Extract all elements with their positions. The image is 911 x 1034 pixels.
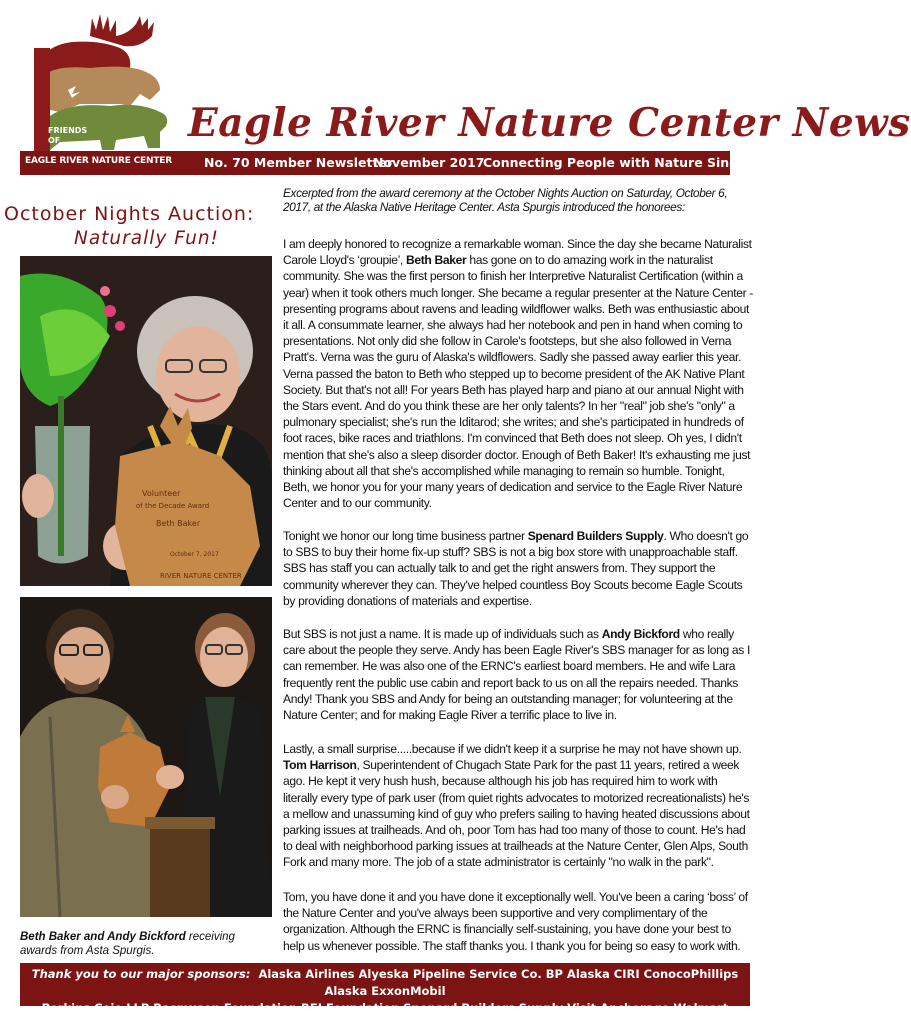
svg-text:RIVER NATURE CENTER: RIVER NATURE CENTER	[160, 572, 242, 580]
sponsors-line-2: Perkins Coie LLP Rasmuson Foundation REI Foundation Spenard Builders Supply Visit Anchorage Walmart Foundation	[41, 1001, 729, 1032]
article-paragraph-4: Lastly, a small surprise.....because if we didn't keep it a surprise he may not have shown up. Tom Harrison, Superintendent of Chugach State Park for the past 11 years, retired a week ago. He kept it very hush hush, because although his job has required him to work with literally every type of park user (from quiet rights advocates to motorized recreationalists) he's a mellow and unassuming kind of guy who prefers sailing to having heated discussions about parking issues at trailheads. And oh, poor Tom has had too many of those to count. He's had to deal with neighborhood parking issues at trailheads at the Nature Center, Glen Alps, South Fork and many more. The job of a state administrator is certainly "no walk in the park".	[283, 742, 750, 870]
photo-andy-bickford	[20, 597, 272, 917]
svg-text:October 7, 2017: October 7, 2017	[170, 551, 219, 558]
newsletter-title: Eagle River Nature Center News	[188, 100, 911, 146]
ernc-logo	[20, 8, 180, 174]
article-paragraph-3: But SBS is not just a name. It is made up of individuals such as Andy Bickford who really care about the people they serve. Andy has been Eagle River's SBS manager for as long as I can remember. He was also one of the ERNC's earliest board members. He and wife Lara frequently rent the public use cabin and report back to us on all the repairs needed. Thanks Andy! Thank you SBS and Andy for being an outstanding manager; for volunteering at the Nature Center; and for making Eagle River a terrific place to live in.	[283, 627, 750, 723]
sponsors-line-1: Thank you to our major sponsors: Alaska Airlines Alyeska Pipeline Service Co. BP Alaska CIRI ConocoPhillips Alaska ExxonMobil	[31, 967, 739, 998]
svg-text:Beth Baker: Beth Baker	[156, 519, 201, 528]
photo-beth-baker	[20, 256, 272, 586]
article-intro: Excerpted from the award ceremony at the October Nights Auction on Saturday, October 6, 2017, at the Alaska Native Heritage Center. Asta Spurgis introduced the honorees:	[283, 186, 728, 214]
headline-line2: Naturally Fun!	[74, 228, 219, 249]
svg-text:of the Decade Award: of the Decade Award	[136, 502, 210, 510]
photo-caption: Beth Baker and Andy Bickford receiving awards from Asta Spurgis.	[20, 931, 235, 957]
issue-date: November 2017	[373, 155, 485, 170]
plaque-text: Volunteer	[142, 489, 181, 498]
issue-number: No. 70 Member Newsletter	[204, 155, 394, 170]
tagline: Connecting People with Nature Since 1996	[483, 155, 785, 170]
sponsors-band	[20, 963, 750, 1032]
bear-tan-icon	[40, 67, 160, 112]
article-paragraph-1: I am deeply honored to recognize a remarkable woman. Since the day she became Naturalist Carole Lloyd's ‘groupie’, Beth Baker has gone on to do amazing work in the naturalist community. She was the first person to finish her Interpretive Naturalist Certification (within a year) when it took others much longer. She became a regular presenter at the Nature Center - presenting programs about ravens and leading wildflower walks. Beth was enthusiastic about it all. A consummate learner, she always had her notebook and pen in hand when coming to presentations. Not only did she follow in Carole's footsteps, but she also followed in Verna Pratt's. Verna was the guru of Alaska's wildflowers. Sadly she passed away earlier this year. Verna passed the baton to Beth who stepped up to become president of the AK Native Plant Society. But that's not all! For years Beth has played harp and piano at our annual Night with the Stars event. And do you think these are her only talents? In her "real" job she's "only" a pulmonary specialist; she's run the Iditarod; she writes; and she's participated in hundreds of foot races, bike races and triathlons. I'm convinced that Beth does not sleep. Oh yes, I didn't mention that she's also a sleep disorder doctor. Enough of Beth Baker! It's exhausting me just thinking about all that she's accomplished while managing to remain so humble. Tonight, Beth, we honor you for your many years of dedication and service to the Eagle River Nature Center and to our community.	[283, 237, 753, 511]
issue-band	[180, 151, 785, 175]
logo-friends-text: FRIENDS OF	[48, 126, 88, 145]
logo-name: EAGLE RIVER NATURE CENTER	[25, 156, 172, 166]
article-paragraph-5: Tom, you have done it and you have done it exceptionally well. You've been a caring ‘boss’ of the Nature Center and you've always been supportive and very complimentary of the organization. Although the ERNC is financially self-sustaining, you have done your best to help us whenever possible. The staff thanks you. I thank you for being so easy to work with.	[283, 890, 748, 953]
headline-line1: October Nights Auction:	[4, 203, 255, 225]
moose-antlers-icon	[90, 14, 154, 46]
article-paragraph-2: Tonight we honor our long time business partner Spenard Builders Supply. Who doesn't go to SBS to buy their home fix-up stuff? SBS is not a big box store with unapproachable staff. SBS has staff you can actually talk to and get the right answers from. They support the community wherever they can. They've helped countless Boy Scouts become Eagle Scouts by providing donations of materials and expertise.	[283, 529, 749, 608]
